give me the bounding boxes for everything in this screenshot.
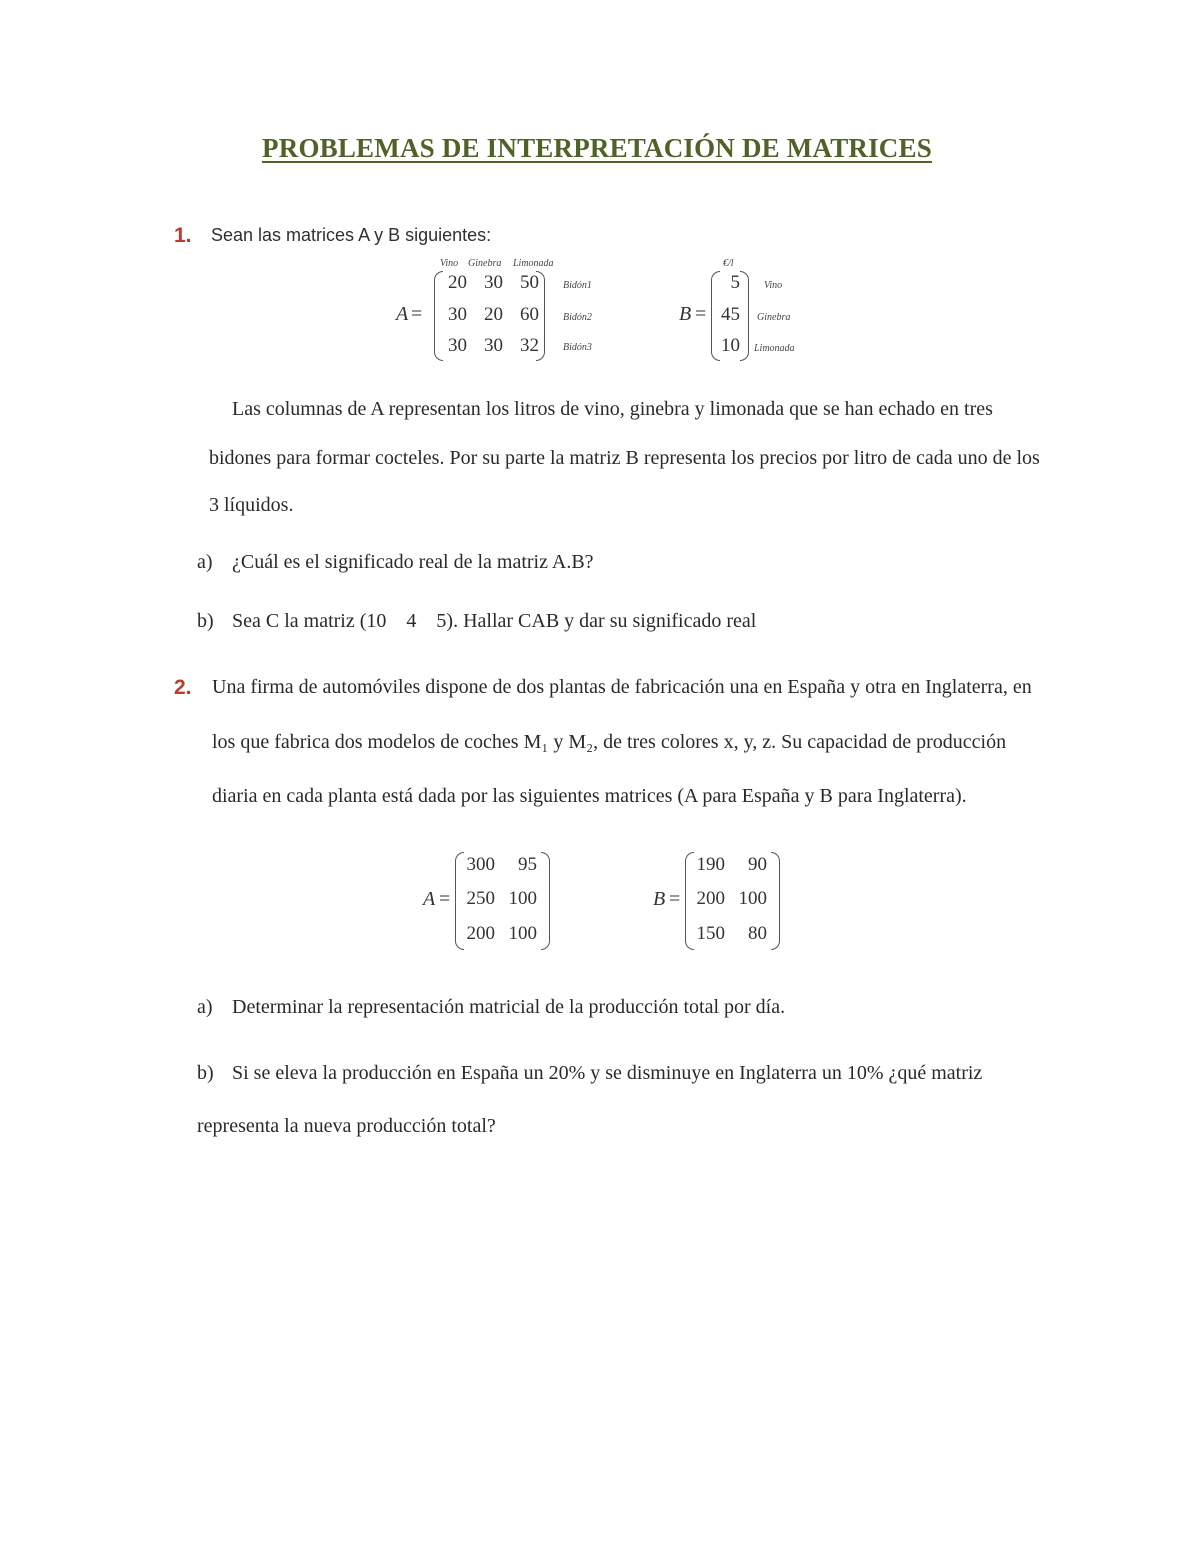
right-bracket — [541, 852, 550, 950]
row-vector-c: (10 4 5) — [359, 610, 454, 632]
paragraph-line: Las columnas de A representan los litros de vino, ginebra y limonada que se han echado en tres — [232, 398, 993, 420]
matrix-cell: 50 — [520, 272, 539, 293]
matrix-cell: 200 — [696, 888, 725, 909]
question-text-pre: Sea C la matriz — [232, 610, 355, 632]
col-label: Limonada — [513, 258, 554, 269]
question-label: b) — [197, 1062, 214, 1084]
question-label: a) — [197, 996, 213, 1018]
paragraph-line: diaria en cada planta está dada por las siguientes matrices (A para España y B para Inglaterra). — [212, 785, 967, 807]
matrix-cell: 100 — [508, 888, 537, 909]
matrix-cell: 60 — [520, 304, 539, 325]
row-label: Bidón1 — [563, 280, 592, 291]
problem-2-number: 2. — [174, 676, 192, 699]
row-label: Limonada — [754, 343, 795, 354]
question-label: a) — [197, 551, 213, 573]
problem-1-number: 1. — [174, 224, 192, 247]
paragraph-line: los que fabrica dos modelos de coches M₁ y M₂, de tres colores x, y, z. Su capacidad de producción — [212, 731, 1007, 753]
question-text: Determinar la representación matricial de la producción total por día. — [232, 996, 786, 1018]
matrix-cell: 200 — [466, 923, 495, 944]
matrix-cell: 80 — [748, 923, 767, 944]
matrix-name: A — [423, 888, 436, 910]
row-label: Ginebra — [757, 312, 791, 323]
row-label: Vino — [764, 280, 783, 291]
matrix-cell: 150 — [696, 923, 725, 944]
page-title: PROBLEMAS DE INTERPRETACIÓN DE MATRICES — [262, 133, 932, 163]
matrix-cell: 300 — [466, 854, 495, 875]
matrix-b-p2 — [650, 848, 790, 952]
equals-sign: = — [669, 888, 681, 910]
matrix-cell: 20 — [448, 272, 467, 293]
equals-sign: = — [411, 303, 423, 325]
matrix-cell: 95 — [518, 854, 537, 875]
col-label: Ginebra — [468, 258, 502, 269]
matrix-cell: 190 — [696, 854, 725, 875]
row-label: Bidón2 — [563, 312, 592, 323]
question-text-continued: representa la nueva producción total? — [197, 1115, 496, 1137]
matrix-name: B — [653, 888, 666, 910]
problem-1-intro: Sean las matrices A y B siguientes: — [211, 225, 492, 245]
matrix-cell: 250 — [466, 888, 495, 909]
matrix-cell: 100 — [738, 888, 767, 909]
matrix-b-p1 — [676, 254, 826, 364]
matrix-cell: 30 — [484, 272, 503, 293]
matrix-cell: 90 — [748, 854, 767, 875]
paragraph-line: bidones para formar cocteles. Por su parte la matriz B representa los precios por litro de cada uno de los — [209, 447, 1040, 469]
matrix-cell: 30 — [448, 335, 467, 356]
matrix-cell: 30 — [484, 335, 503, 356]
paragraph-line: 3 líquidos. — [209, 494, 294, 516]
paragraph-line: Una firma de automóviles dispone de dos plantas de fabricación una en España y otra en Inglaterra, en — [212, 676, 1032, 698]
question-label: b) — [197, 610, 214, 632]
question-text: ¿Cuál es el significado real de la matriz A.B? — [232, 551, 594, 573]
matrix-name: B — [679, 303, 692, 325]
matrix-name: A — [396, 303, 409, 325]
row-label: Bidón3 — [563, 342, 592, 353]
matrix-cell: 20 — [484, 304, 503, 325]
right-bracket — [740, 271, 749, 361]
question-text-post: . Hallar CAB y dar su significado real — [453, 610, 757, 632]
col-label: Vino — [440, 258, 459, 269]
question-text: Si se eleva la producción en España un 20% y se disminuye en Inglaterra un 10% ¿qué matriz — [232, 1062, 983, 1084]
equals-sign: = — [439, 888, 451, 910]
matrix-a-p2 — [420, 848, 560, 952]
matrix-cell: 32 — [520, 335, 539, 356]
col-label: €/l — [723, 258, 734, 269]
equals-sign: = — [695, 303, 707, 325]
matrix-cell: 45 — [721, 304, 740, 325]
matrix-cell: 10 — [721, 335, 740, 356]
right-bracket — [771, 852, 780, 950]
matrix-cell: 5 — [730, 272, 740, 293]
matrix-cell: 100 — [508, 923, 537, 944]
question-text — [232, 610, 756, 633]
matrix-cell: 30 — [448, 304, 467, 325]
matrix-a-p1 — [392, 254, 632, 364]
